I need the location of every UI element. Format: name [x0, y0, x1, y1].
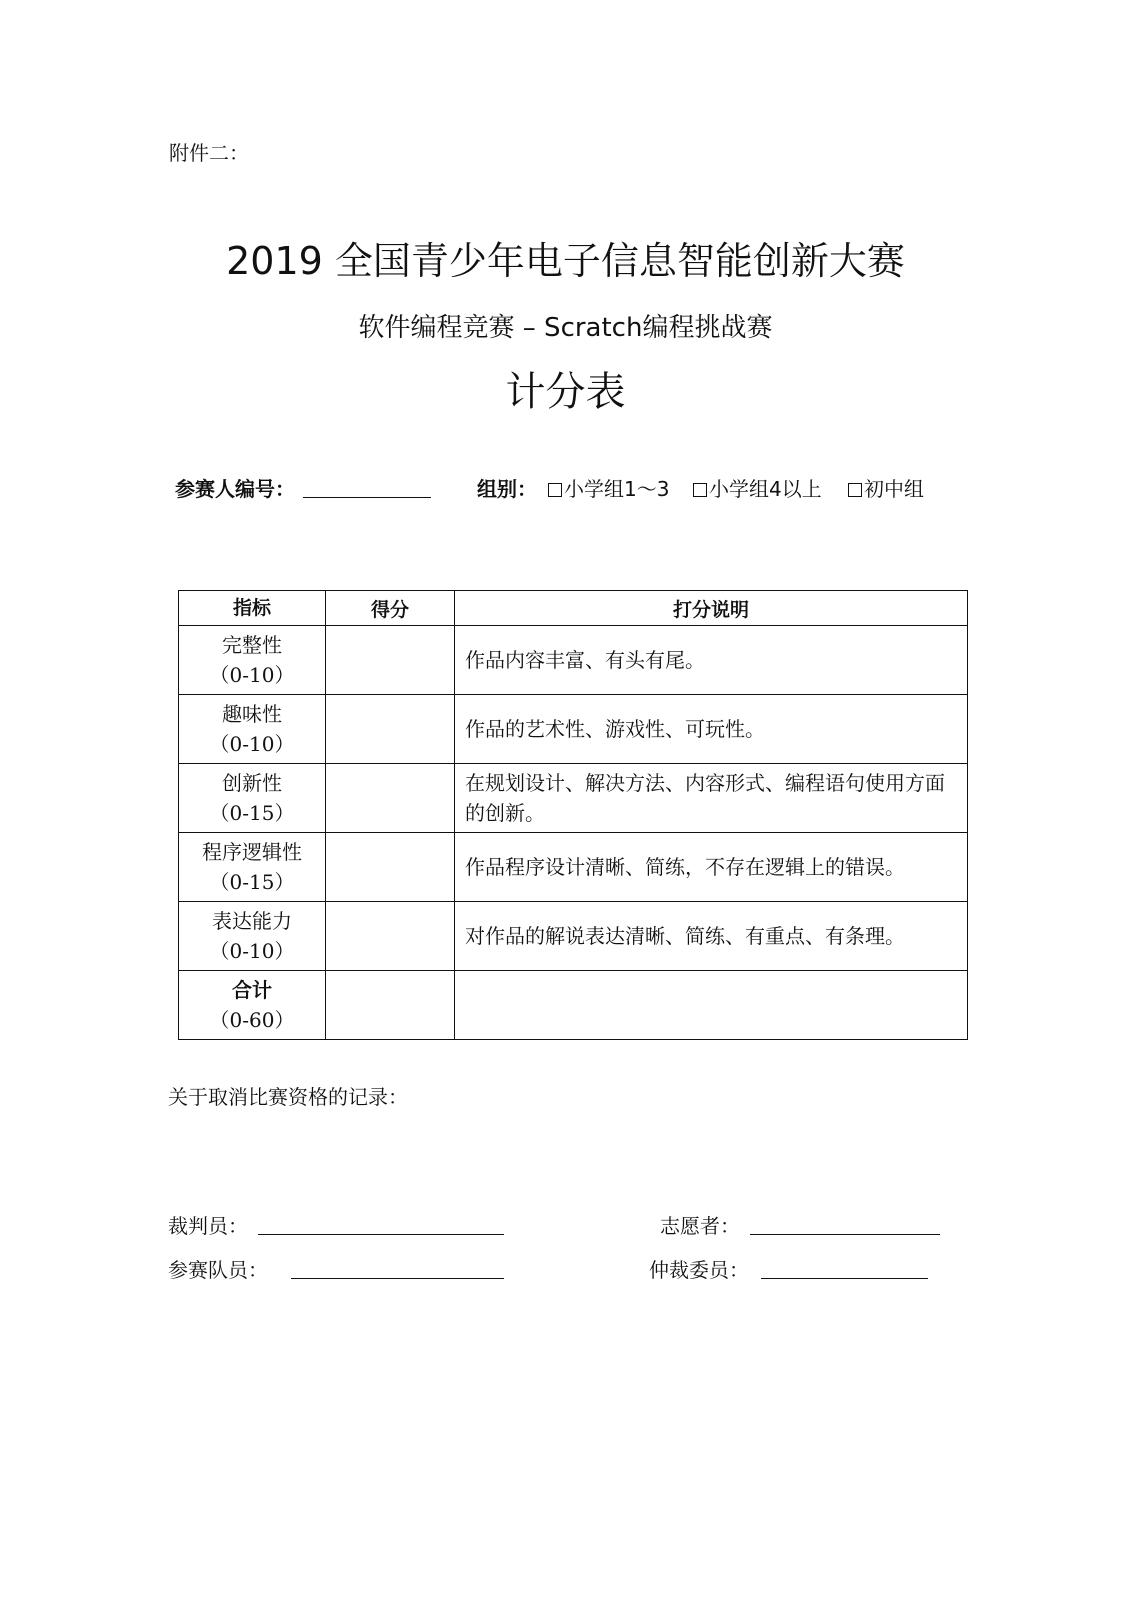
description-cell: 对作品的解说表达清晰、简练、有重点、有条理。 [455, 902, 968, 971]
table-row [179, 833, 968, 902]
metric-cell: 趣味性 （0-10） [179, 695, 326, 764]
description-cell: 在规划设计、解决方法、内容形式、编程语句使用方面的创新。 [455, 764, 968, 833]
header-metric: 指标 [179, 591, 326, 626]
arbitrator-signature-line[interactable] [761, 1278, 928, 1279]
metric-cell: 完整性 （0-10） [179, 626, 326, 695]
metric-cell: 创新性 （0-15） [179, 764, 326, 833]
total-score-cell[interactable] [326, 971, 455, 1040]
referee-label: 裁判员： [168, 1214, 248, 1238]
score-cell[interactable] [326, 764, 455, 833]
description-cell: 作品的艺术性、游戏性、可玩性。 [455, 695, 968, 764]
info-row [175, 473, 975, 505]
checkbox-icon[interactable] [693, 483, 707, 497]
volunteer-label: 志愿者： [660, 1214, 740, 1238]
score-cell[interactable] [326, 902, 455, 971]
score-table [178, 590, 968, 1040]
sub-title: 软件编程竞赛 – Scratch编程挑战赛 [358, 313, 773, 343]
participant-id-field[interactable] [303, 497, 431, 498]
team-member-signature-line[interactable] [291, 1278, 504, 1279]
total-description-cell [455, 971, 968, 1040]
score-cell[interactable] [326, 626, 455, 695]
team-member-label: 参赛队员： [168, 1258, 268, 1282]
arbitrator-label: 仲裁委员： [649, 1258, 749, 1282]
score-cell[interactable] [326, 833, 455, 902]
table-row [179, 902, 968, 971]
group-option-primary-high[interactable]: 小学组4以上 [693, 473, 822, 502]
metric-cell: 表达能力 （0-10） [179, 902, 326, 971]
group-option-primary-low[interactable]: 小学组1～3 [548, 473, 669, 502]
description-cell: 作品程序设计清晰、简练，不存在逻辑上的错误。 [455, 833, 968, 902]
table-row [179, 626, 968, 695]
disqualification-note: 关于取消比赛资格的记录： [168, 1085, 408, 1109]
group-label: 组别： [477, 477, 537, 501]
main-title: 2019 全国青少年电子信息智能创新大赛 [226, 239, 905, 283]
table-row [179, 764, 968, 833]
checkbox-icon[interactable] [848, 483, 862, 497]
header-description: 打分说明 [455, 591, 968, 626]
group-option-junior-high[interactable]: 初中组 [848, 473, 924, 502]
table-row [179, 695, 968, 764]
sheet-title: 计分表 [505, 369, 626, 415]
checkbox-icon[interactable] [548, 483, 562, 497]
participant-id-label: 参赛人编号： [175, 477, 295, 501]
volunteer-signature-line[interactable] [750, 1234, 940, 1235]
table-header-row [179, 591, 968, 626]
total-row [179, 971, 968, 1040]
total-label-cell: 合计 （0-60） [179, 971, 326, 1040]
description-cell: 作品内容丰富、有头有尾。 [455, 626, 968, 695]
header-score: 得分 [326, 591, 455, 626]
referee-signature-line[interactable] [258, 1234, 504, 1235]
metric-cell: 程序逻辑性 （0-15） [179, 833, 326, 902]
attachment-label: 附件二： [169, 141, 249, 165]
score-cell[interactable] [326, 695, 455, 764]
